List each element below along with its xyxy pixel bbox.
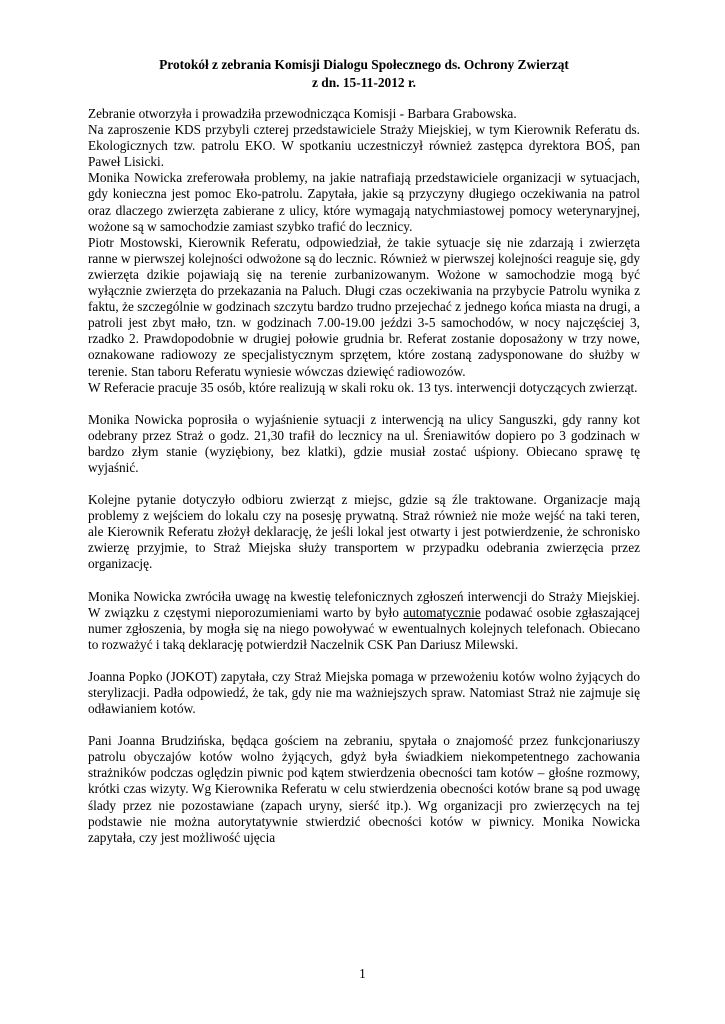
paragraph-sanguszki-case: Monika Nowicka poprosiła o wyjaśnienie sytuacji z interwencją na ulicy Sanguszki, gdy ranny kot odebrany przez Straż o godz. 21,30 trafił do lecznicy na ul. Śreniawitów dopiero po 3 godzinach w bardzo złym stanie (wyziębiony, bez klatki), gdzie musiał zostać uśpiony. Obiecano sprawę tę wyjaśnić. (88, 411, 640, 475)
underlined-word: automatycznie (403, 604, 481, 620)
paragraph-nowicka-problems: Monika Nowicka zreferowała problemy, na jakie natrafiają przedstawiciele organizacji w sytuacjach, gdy konieczna jest pomoc Eko-patrolu. Zapytała, jakie są przyczyny długiego oczekiwania na patrol oraz dlaczego zwierzęta zabierane z ulicy, które wymagają natychmiastowej pomocy weterynaryjnej, wożone są w samochodzie zamiast szybko trafić do lecznicy. (88, 170, 640, 234)
paragraph-staff-count: W Referacie pracuje 35 osób, które realizują w skali roku ok. 13 tys. interwencji dotyczących zwierząt. (88, 379, 638, 395)
page-number: 1 (359, 966, 366, 981)
document-page (88, 56, 640, 846)
paragraph-phone-reports-text-a: Monika Nowicka zwróciła uwagę na kwestię telefonicznych zgłoszeń interwencji do Straży Miejskiej. W związku z częstymi nieporozumieniami warto by było (88, 588, 640, 620)
paragraph-phone-reports (88, 589, 640, 653)
paragraph-opening: Zebranie otworzyła i prowadziła przewodnicząca Komisji - Barbara Grabowska. (88, 106, 517, 121)
title-line-2: z dn. 15-11-2012 r. (311, 75, 417, 90)
paragraph-jokot-question: Joanna Popko (JOKOT) zapytała, czy Straż Miejska pomaga w przewożeniu kotów wolno żyjących do sterylizacji. Padła odpowiedź, że tak, gdy nie ma ważniejszych spraw. Natomiast Straż nie zajmuje się odławianiem kotów. (88, 668, 640, 717)
title-line-1: Protokół z zebrania Komisji Dialogu Społecznego ds. Ochrony Zwierząt (159, 57, 569, 72)
paragraph-brudzinska-question: Pani Joanna Brudzińska, będąca gościem na zebraniu, spytała o znajomość przez funkcjonariuszy patrolu obyczajów kotów wolno żyjących, gdyż była świadkiem niekompetentnego zachowania strażników podczas oględzin piwnic pod kątem stwierdzenia obecności tam kotów – głośne rozmowy, krótki czas wizyty. Wg Kierownika Referatu w celu stwierdzenia obecności kotów brane są pod uwagę ślady przez nie pozostawiane (zapach uryny, sierść itp.). Wg organizacji pro zwierzęcych na tej podstawie nie można autorytatywnie stwierdzić obecności kotów w piwnicy. Monika Nowicka zapytała, czy jest możliwość ujęcia (88, 733, 640, 845)
paragraph-mostowski-answer: Piotr Mostowski, Kierownik Referatu, odpowiedział, że takie sytuacje się nie zdarzają i zwierzęta ranne w pierwszej kolejności odwożone są do lecznic. Również w pierwszej kolejności reaguje się, gdy zwierzęta dzikie pojawiają się na terenie zurbanizowanym. Wożone w samochodzie mogą być wyłącznie zwierzęta do przekazania na Paluch. Długi czas oczekiwania na przybycie Patrolu wynika z faktu, że szczególnie w godzinach szczytu bardzo trudno przejechać z jednego końca miasta na drugi, a patroli jest zbyt mało, tzn. w godzinach 7.00-19.00 jeździ 3-5 samochodów, w nocy najczęściej 3, rzadko 2. Prawdopodobnie w drugiej połowie grudnia br. Referat zostanie doposażony w trzy nowe, oznakowane radiowozy ze specjalistycznym sprzętem, które zostaną zadysponowane do służby w terenie. Stan taboru Referatu wyniesie wówczas dziewięć radiowozów. (88, 234, 640, 379)
paragraph-phone-reports-text-b: podawać osobie zgłaszającej numer zgłoszenia, by mogła się na niego powoływać w ewentualnych kolejnych telefonach. Obiecano to rozważyć i taką deklarację potwierdził Naczelnik CSK Pan Dariusz Milewski. (88, 604, 640, 652)
paragraph-attendees: Na zaproszenie KDS przybyli czterej przedstawiciele Straży Miejskiej, w tym Kierownik Referatu ds. Ekologicznych tzw. patrolu EKO. W spotkaniu uczestniczył również zastępca dyrektora BOŚ, pan Paweł Lisicki. (88, 122, 640, 170)
document-title (88, 56, 640, 92)
paragraph-animal-pickup: Kolejne pytanie dotyczyło odbioru zwierząt z miejsc, gdzie są źle traktowane. Organizacje mają problemy z wejściem do lokalu czy na posesję prywatną. Straż również nie może wejść na taki teren, ale Kierownik Referatu złożył deklarację, że jeśli lokal jest otwarty i jest potwierdzenie, że schronisko zwierzę przyjmie, to Straż Miejska służy transportem w przypadku odebrania zwierzęcia przez organizację. (88, 492, 640, 572)
